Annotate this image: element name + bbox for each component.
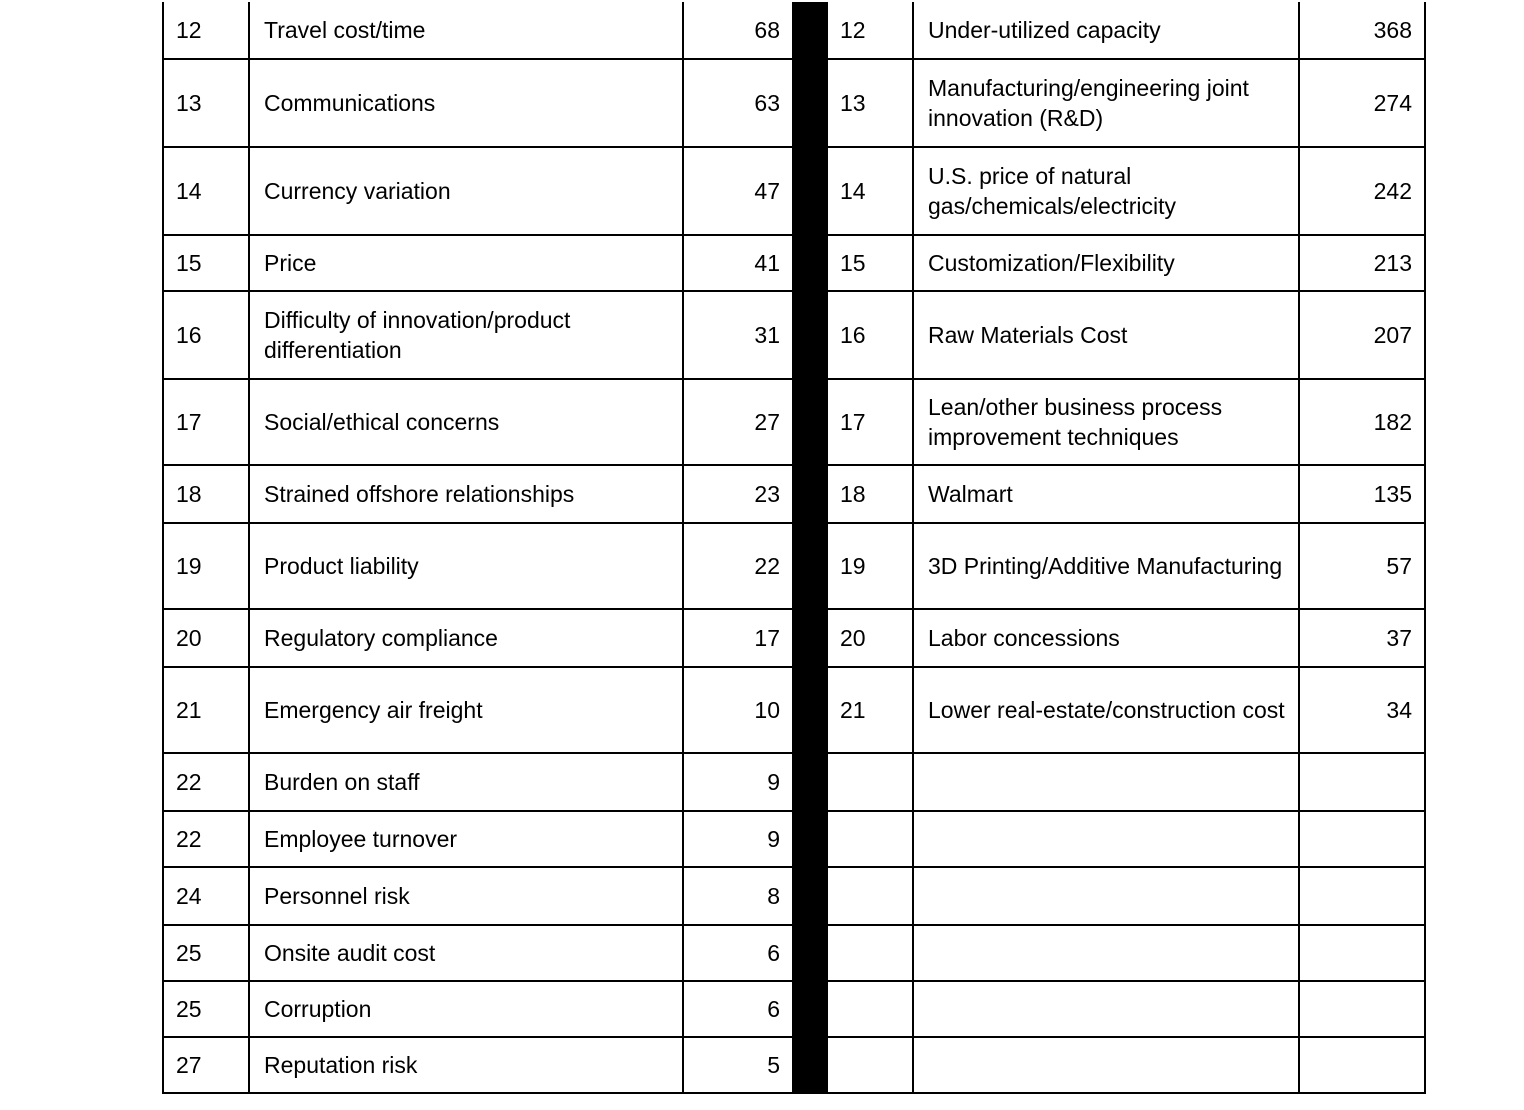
left-count-cell: 5 [683,1037,793,1093]
right-label-cell: Labor concessions [913,609,1299,667]
right-label-cell [913,867,1299,925]
left-label-cell: Emergency air freight [249,667,683,753]
table-row [163,59,1425,147]
right-count-cell: 57 [1299,523,1425,609]
left-label-cell: Difficulty of innovation/product differentiation [249,291,683,379]
right-count-cell [1299,753,1425,811]
column-divider [793,2,827,59]
left-label-cell: Product liability [249,523,683,609]
left-label-cell: Onsite audit cost [249,925,683,981]
right-label-cell: 3D Printing/Additive Manufacturing [913,523,1299,609]
right-label-cell: Lower real-estate/construction cost [913,667,1299,753]
left-count-cell: 68 [683,2,793,59]
right-rank-cell: 15 [827,235,913,291]
left-label-cell: Communications [249,59,683,147]
left-label-cell: Corruption [249,981,683,1037]
right-rank-cell: 21 [827,667,913,753]
table-row [163,925,1425,981]
right-rank-cell: 20 [827,609,913,667]
left-count-cell: 9 [683,811,793,867]
column-divider [793,925,827,981]
right-count-cell: 213 [1299,235,1425,291]
right-label-cell: Lean/other business process improvement techniques [913,379,1299,465]
left-label-cell: Travel cost/time [249,2,683,59]
left-count-cell: 23 [683,465,793,523]
table-row [163,147,1425,235]
right-label-cell [913,811,1299,867]
table-row [163,811,1425,867]
left-count-cell: 27 [683,379,793,465]
right-rank-cell: 19 [827,523,913,609]
column-divider [793,667,827,753]
right-count-cell: 274 [1299,59,1425,147]
left-rank-cell: 19 [163,523,249,609]
left-label-cell: Reputation risk [249,1037,683,1093]
right-count-cell [1299,811,1425,867]
right-rank-cell [827,811,913,867]
left-count-cell: 22 [683,523,793,609]
right-rank-cell: 18 [827,465,913,523]
right-count-cell: 34 [1299,667,1425,753]
column-divider [793,811,827,867]
column-divider [793,609,827,667]
right-label-cell: Raw Materials Cost [913,291,1299,379]
column-divider [793,147,827,235]
table-row [163,379,1425,465]
column-divider [793,867,827,925]
column-divider [793,753,827,811]
table-row [163,981,1425,1037]
left-rank-cell: 17 [163,379,249,465]
right-rank-cell: 14 [827,147,913,235]
left-rank-cell: 25 [163,925,249,981]
left-rank-cell: 18 [163,465,249,523]
right-count-cell: 37 [1299,609,1425,667]
column-divider [793,1037,827,1093]
right-count-cell [1299,867,1425,925]
right-label-cell [913,981,1299,1037]
left-count-cell: 41 [683,235,793,291]
right-count-cell: 207 [1299,291,1425,379]
column-divider [793,379,827,465]
right-count-cell [1299,925,1425,981]
right-count-cell: 135 [1299,465,1425,523]
left-label-cell: Price [249,235,683,291]
left-rank-cell: 22 [163,811,249,867]
left-rank-cell: 15 [163,235,249,291]
right-count-cell: 368 [1299,2,1425,59]
left-rank-cell: 20 [163,609,249,667]
right-label-cell: Manufacturing/engineering joint innovation (R&D) [913,59,1299,147]
table-row [163,609,1425,667]
left-label-cell: Regulatory compliance [249,609,683,667]
right-label-cell: Under-utilized capacity [913,2,1299,59]
column-divider [793,465,827,523]
column-divider [793,981,827,1037]
left-label-cell: Currency variation [249,147,683,235]
table-row [163,667,1425,753]
left-rank-cell: 16 [163,291,249,379]
left-label-cell: Burden on staff [249,753,683,811]
table-row [163,867,1425,925]
table-row [163,2,1425,59]
right-label-cell: Walmart [913,465,1299,523]
right-rank-cell [827,753,913,811]
right-label-cell: Customization/Flexibility [913,235,1299,291]
right-rank-cell: 17 [827,379,913,465]
left-rank-cell: 27 [163,1037,249,1093]
left-count-cell: 9 [683,753,793,811]
left-label-cell: Employee turnover [249,811,683,867]
left-rank-cell: 24 [163,867,249,925]
left-rank-cell: 25 [163,981,249,1037]
right-rank-cell: 13 [827,59,913,147]
right-rank-cell [827,1037,913,1093]
left-rank-cell: 21 [163,667,249,753]
table-row [163,291,1425,379]
left-rank-cell: 12 [163,2,249,59]
column-divider [793,59,827,147]
column-divider [793,235,827,291]
left-count-cell: 17 [683,609,793,667]
ranking-table [162,2,1426,1094]
left-count-cell: 63 [683,59,793,147]
column-divider [793,291,827,379]
right-count-cell [1299,981,1425,1037]
left-count-cell: 6 [683,981,793,1037]
left-count-cell: 10 [683,667,793,753]
right-rank-cell [827,981,913,1037]
right-count-cell [1299,1037,1425,1093]
right-count-cell: 182 [1299,379,1425,465]
right-label-cell [913,753,1299,811]
left-rank-cell: 22 [163,753,249,811]
column-divider [793,523,827,609]
left-count-cell: 31 [683,291,793,379]
right-count-cell: 242 [1299,147,1425,235]
table-row [163,523,1425,609]
table-row [163,1037,1425,1093]
table-row [163,235,1425,291]
right-label-cell: U.S. price of natural gas/chemicals/electricity [913,147,1299,235]
table-row [163,465,1425,523]
right-label-cell [913,1037,1299,1093]
left-count-cell: 47 [683,147,793,235]
right-rank-cell: 12 [827,2,913,59]
right-label-cell [913,925,1299,981]
left-rank-cell: 14 [163,147,249,235]
left-label-cell: Strained offshore relationships [249,465,683,523]
left-label-cell: Social/ethical concerns [249,379,683,465]
left-count-cell: 6 [683,925,793,981]
right-rank-cell: 16 [827,291,913,379]
left-count-cell: 8 [683,867,793,925]
left-rank-cell: 13 [163,59,249,147]
table-row [163,753,1425,811]
left-label-cell: Personnel risk [249,867,683,925]
right-rank-cell [827,867,913,925]
right-rank-cell [827,925,913,981]
